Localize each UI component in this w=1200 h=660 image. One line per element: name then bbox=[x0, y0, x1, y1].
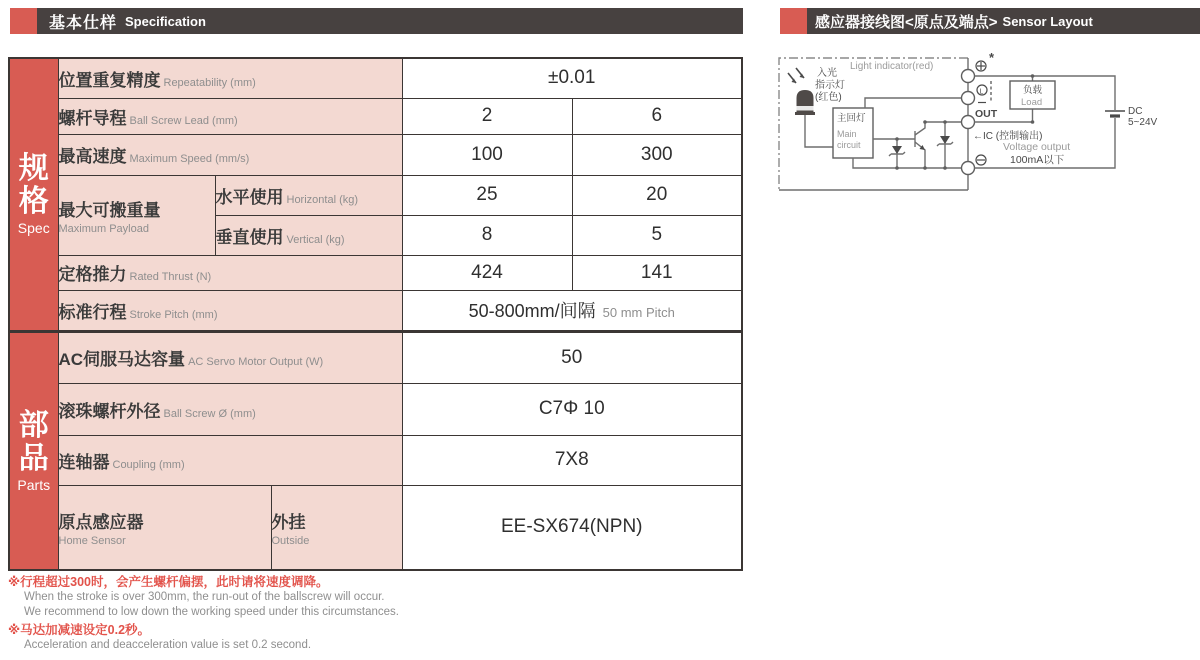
row-value: 141 bbox=[572, 255, 742, 290]
sensor-wiring-diagram bbox=[775, 50, 1200, 208]
zener-diode-icon bbox=[937, 122, 953, 168]
footnote-en: Acceleration and deacceleration value is set 0.2 second. bbox=[24, 638, 312, 651]
sensor-header-title-cjk: 感应器接线图<原点及端点> bbox=[815, 13, 998, 31]
row-label: 原点感应器 Home Sensor bbox=[58, 485, 271, 570]
terminal-plus bbox=[962, 70, 975, 83]
svg-text:Main: Main bbox=[837, 129, 857, 139]
asterisk-label: * bbox=[989, 50, 995, 65]
spec-table bbox=[8, 57, 743, 571]
row-label: 螺杆导程 Ball Screw Lead (mm) bbox=[58, 98, 402, 134]
svg-text:负载: 负载 bbox=[1023, 85, 1043, 96]
section-label-cjk: 部品 bbox=[18, 408, 49, 475]
footnote-cjk: ※马达加减速设定0.2秒。 bbox=[8, 622, 151, 637]
row-value: 5 bbox=[572, 215, 742, 255]
terminal-out bbox=[962, 116, 975, 129]
current-limit-label: 100mA以下 bbox=[1010, 154, 1065, 166]
section-label-cjk: 规格 bbox=[18, 152, 49, 219]
header-accent-square bbox=[780, 8, 807, 34]
row-value: 2 bbox=[402, 98, 572, 134]
spec-header-bar bbox=[37, 8, 743, 34]
sensor-header-bar bbox=[807, 8, 1200, 34]
footnote-en: When the stroke is over 300mm, the run-out of the ballscrew will occur. bbox=[24, 591, 385, 604]
footnotes bbox=[8, 575, 628, 653]
table-row bbox=[9, 331, 742, 383]
row-sublabel: 垂直使用 Vertical (kg) bbox=[215, 215, 402, 255]
section-label-parts bbox=[9, 331, 58, 570]
minus-symbol-icon bbox=[976, 155, 986, 165]
table-row bbox=[9, 134, 742, 175]
row-label: 滚珠螺杆外径 Ball Screw Ø (mm) bbox=[58, 383, 402, 435]
svg-text:circuit: circuit bbox=[837, 140, 861, 150]
sensor-section-header bbox=[780, 8, 1200, 34]
terminal-light bbox=[962, 92, 975, 105]
svg-text:主回灯: 主回灯 bbox=[837, 113, 866, 124]
row-value: 7X8 bbox=[402, 435, 742, 485]
svg-text:Load: Load bbox=[1021, 97, 1043, 108]
row-label: 连轴器 Coupling (mm) bbox=[58, 435, 402, 485]
transistor-icon bbox=[915, 122, 925, 168]
table-row bbox=[9, 175, 742, 215]
table-row bbox=[9, 290, 742, 331]
light-arrows-icon bbox=[788, 68, 804, 83]
section-label-spec bbox=[9, 58, 58, 331]
row-label: 最高速度 Maximum Speed (mm/s) bbox=[58, 134, 402, 175]
out-label: OUT bbox=[975, 108, 998, 120]
voltage-output-label: Voltage output bbox=[1003, 141, 1071, 153]
light-indicator-label: Light indicator(red) bbox=[850, 61, 934, 72]
terminal-minus bbox=[962, 162, 975, 175]
row-value: 6 bbox=[572, 98, 742, 134]
red-color-label: (红色) bbox=[815, 92, 842, 103]
row-label: 标准行程 Stroke Pitch (mm) bbox=[58, 290, 402, 331]
section-label-en: Parts bbox=[17, 476, 51, 493]
plus-symbol-icon bbox=[976, 61, 986, 71]
dc-label: DC bbox=[1128, 106, 1143, 117]
table-row bbox=[9, 98, 742, 134]
row-value: 25 bbox=[402, 175, 572, 215]
row-sublabel: 水平使用 Horizontal (kg) bbox=[215, 175, 402, 215]
section-label-en: Spec bbox=[17, 220, 50, 237]
footnote-cjk: ※行程超过300时，会产生螺杆偏摆，此时请将速度调降。 bbox=[8, 575, 329, 589]
row-value: EE-SX674(NPN) bbox=[402, 485, 742, 570]
row-label: AC伺服马达容量 AC Servo Motor Output (W) bbox=[58, 331, 402, 383]
row-label: 位置重复精度 Repeatability (mm) bbox=[58, 58, 402, 98]
row-sublabel: 外挂 Outside bbox=[271, 485, 402, 570]
header-accent-square bbox=[10, 8, 37, 34]
dc-voltage-label: 5~24V bbox=[1128, 117, 1158, 128]
zener-diode-icon bbox=[889, 139, 905, 168]
spec-section-header bbox=[10, 8, 743, 34]
table-row bbox=[9, 435, 742, 485]
ic-label: ←IC (控制输出) bbox=[973, 131, 1043, 142]
table-row bbox=[9, 383, 742, 435]
spec-header-title-cjk: 基本仕样 bbox=[49, 14, 118, 32]
table-row bbox=[9, 485, 742, 570]
row-value: 424 bbox=[402, 255, 572, 290]
row-value: ±0.01 bbox=[402, 58, 742, 98]
row-value: 20 bbox=[572, 175, 742, 215]
row-value: C7Φ 10 bbox=[402, 383, 742, 435]
battery-icon bbox=[1105, 111, 1125, 116]
footnote-en: We recommend to low down the working speed under this circumstances. bbox=[24, 605, 399, 618]
row-value: 300 bbox=[572, 134, 742, 175]
spec-header-title-en: Specification bbox=[125, 13, 206, 29]
row-value: 8 bbox=[402, 215, 572, 255]
light-in-label: 入光 bbox=[817, 68, 837, 79]
light-symbol-icon bbox=[977, 81, 991, 103]
row-label: 定格推力 Rated Thrust (N) bbox=[58, 255, 402, 290]
table-row bbox=[9, 255, 742, 290]
row-group-label: 最大可搬重量 Maximum Payload bbox=[58, 175, 215, 255]
row-value: 50-800mm/间隔 50 mm Pitch bbox=[402, 290, 742, 331]
row-value: 50 bbox=[402, 331, 742, 383]
indicator-label: 指示灯 bbox=[815, 80, 845, 91]
row-value: 100 bbox=[402, 134, 572, 175]
svg-text:L: L bbox=[979, 88, 984, 96]
table-row bbox=[9, 58, 742, 98]
sensor-header-title-en: Sensor Layout bbox=[1002, 13, 1093, 29]
